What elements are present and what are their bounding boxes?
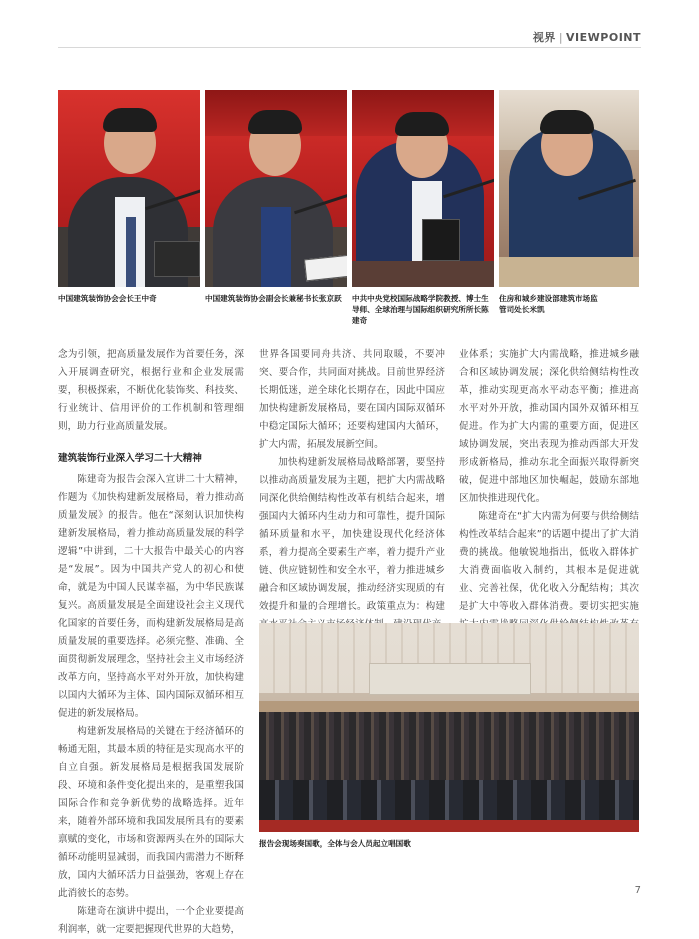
- paragraph: 陈建奇在“扩大内需为何要与供给侧结构性改革结合起来”的话题中提出了扩大消费的挑战。他敏锐地指出，低收入群体扩大消费面临收入制约，其根本是促进就业、完善社保，优化收入分配结构；其次是扩大中等收入群体消费。要切实把实施: [459, 511, 639, 612]
- paragraph: 陈建奇为报告会深入宣讲二十大精神，作题为《加快构建新发展格局，着力推动高质量发展》的报告。他在“深刻认识加快构建新发展格局，着力推动高质量发展的科学逻辑”中讲到，二十大报告中最关心的内容是“发展”。因为中国共产党人的初心和使命，就是为中国人民谋幸福，为中华民族谋复兴。高质量发展是全面建设社会主义现代化国家的首要任务，而构建新发展格局是高质量发展的重要选择。必须完整、准确、全面贯彻新发展理念，坚持社会主义市场经济改革方向，坚持高水平对外开放，加快构建以国内大循环为主体、国内国际双循环相互促进的新发展格局。: [58, 474, 244, 719]
- paragraph: 世界各国要同舟共济、共同取暖，不要冲突、要合作，共同面对挑战。目前世界经济长期低迷，逆全球化长期存在，因此中国应加快构建新发展格局，要在国内国际双循环中稳定国际大循环；还要构建国内大循环，扩大内需，拓展发展新空间。: [259, 349, 445, 450]
- paragraph: 陈建奇在演讲中提出，一个企业要提高利润率，就一定要把握现代世界的大趋势，: [58, 906, 244, 935]
- text-column-2: [259, 346, 445, 634]
- photo-caption-2: 中国建筑装饰协会副会长兼秘书长张京跃: [205, 294, 342, 303]
- speaker-photo-1: [58, 90, 200, 287]
- section-title-cn: 视界: [532, 31, 556, 44]
- photo-caption-3: 中共中央党校国际战略学院教授、博士生导师、全球治理与国际组织研究所所长陈建奇: [352, 294, 489, 325]
- page-number: 7: [634, 885, 641, 896]
- speaker-photo-3: [352, 90, 494, 287]
- paragraph: 念为引领，把高质量发展作为首要任务，深入开展调查研究，根据行业和企业发展需要，积极探索，不断优化装饰奖、科技奖、行业统计、信用评价的工作机制和管理细则，助力行业高质量发展。: [58, 349, 244, 432]
- section-header: [533, 29, 641, 45]
- paragraph: 加快构建新发展格局战略部署，要坚持以推动高质量发展为主题，把扩大内需战略同深化供给侧结构性改革有机结合起来，增强国内大循环内生动力和可靠性，提升国际循环质量和水平，加快建设现代化经济体系，着力提高全要素生产率，着力提升产业链、供应链韧性和安全水平，着力推进城乡融合和区域协调发展，推动经济实现质的有效提升和量的合理增长。政策重点为：构建: [259, 457, 445, 612]
- section-heading: 建筑装饰行业深入学习二十大精神: [58, 453, 202, 464]
- speaker-photo-4: [499, 90, 639, 287]
- photo-caption-4: 住房和城乡建设部建筑市场监管司处长米凯: [499, 294, 598, 314]
- header-separator: |: [558, 31, 564, 44]
- speaker-photo-2: [205, 90, 347, 287]
- auditorium-photo-caption: 报告会现场奏国歌，全体与会人员起立唱国歌: [259, 839, 411, 848]
- text-column-3: [459, 346, 639, 670]
- text-column-1: [58, 346, 244, 939]
- section-title-en: VIEWPOINT: [566, 31, 641, 44]
- auditorium-photo: [259, 623, 639, 832]
- paragraph: 构建新发展格局的关键在于经济循环的畅通无阻，其最本质的特征是实现高水平的自立自强。新发展格局是根据我国发展阶段、环境和条件变化提出来的，是重塑我国国际合作和竞争新优势的战略选择。近年来，随着外部环境和我国发展所具有的要素禀赋的变化，市场和资源两头在外的国际大循环动能明显减弱，而我国内需潜力不断释放，国内大循环活力日益强劲，客观上存在此消彼长的态势。: [58, 726, 244, 899]
- photo-caption-1: 中国建筑装饰协会会长王中奇: [58, 294, 157, 303]
- header-rule: [58, 47, 641, 48]
- paragraph: 业体系；实施扩大内需战略，推进城乡融合和区域协调发展；深化供给侧结构性改革，推动实现更高水平动态平衡；推进高水平对外开放，推动国内国外双循环相互促进。作为扩大内需的重要方面，促进区域协调发展，突出表现为推动西部大开发形成新格局，推动东北全面振兴取得新突破，促进中部地区加快崛起，鼓励东部地区加快推进现代化。: [459, 349, 639, 504]
